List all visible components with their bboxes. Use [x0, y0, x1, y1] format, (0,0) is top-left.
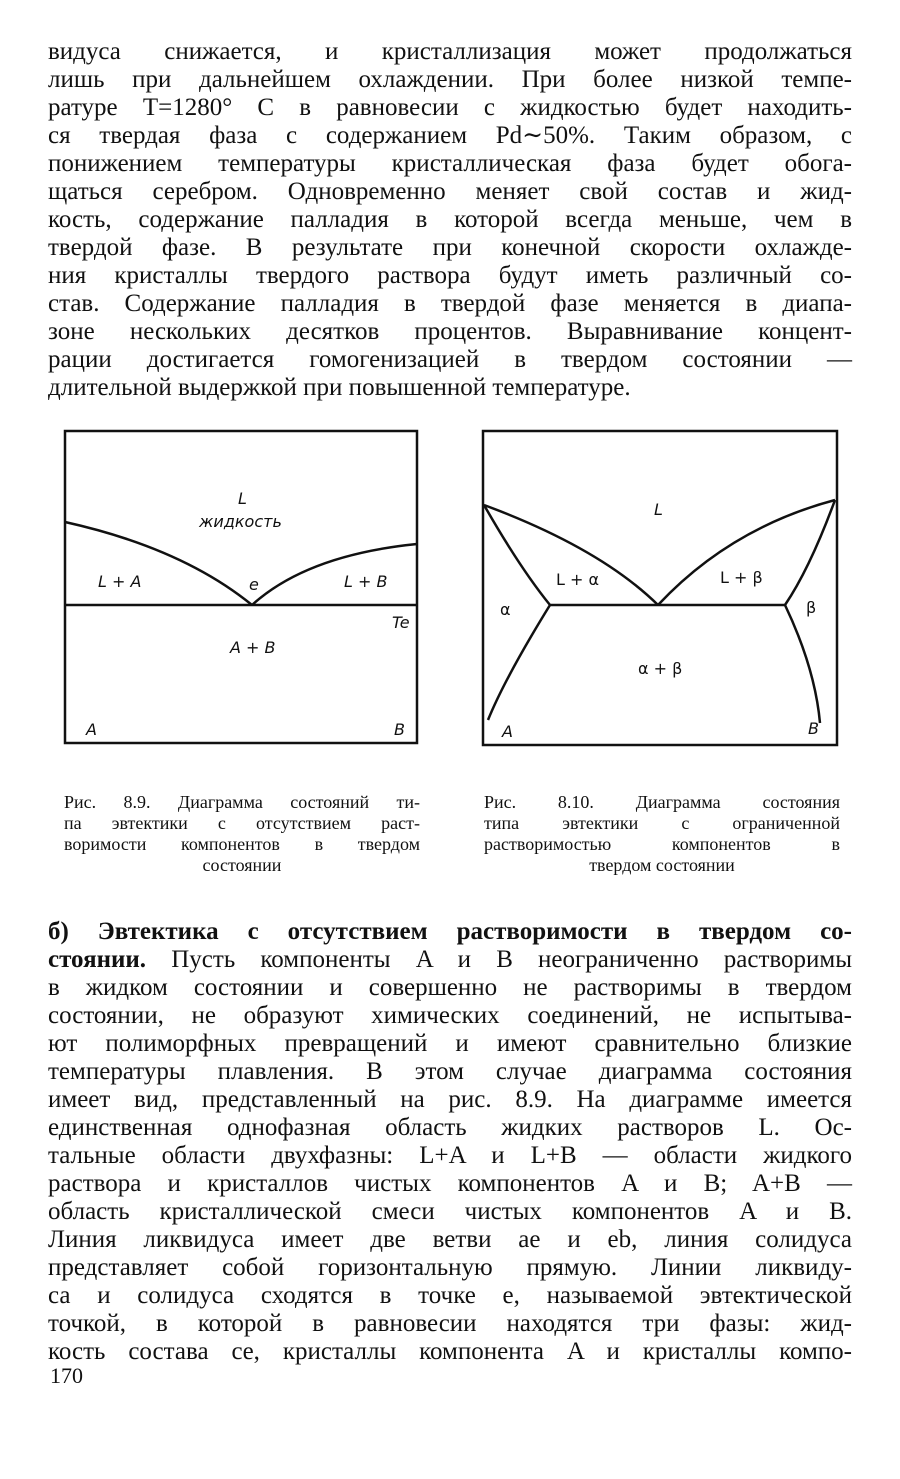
section-heading-line	[48, 918, 852, 946]
label-L: L	[238, 489, 247, 508]
label-A: A	[86, 720, 97, 739]
eutectic-diagram-no-solubility	[62, 428, 422, 748]
text-line: длительной выдержкой при повышенной температуре.	[48, 374, 631, 401]
label-liquid: жидкость	[199, 512, 282, 531]
label-L: L	[654, 500, 663, 519]
liquidus-left	[65, 522, 252, 605]
text-line	[48, 946, 852, 974]
liquidus-left	[484, 505, 658, 605]
text-line: Линия ликвидуса имеет две ветви ae и eb, линия солидуса	[48, 1226, 852, 1253]
label-L-plus-B: L + B	[344, 572, 388, 591]
text-line: ратуре T=1280° C в равновесии с жидкостью будет находить-	[48, 94, 852, 121]
text-line: в жидком состоянии и совершенно не растворимы в твердом	[48, 974, 852, 1001]
solidus-right	[785, 500, 835, 605]
caption-line: воримости компонентов в твердом	[64, 834, 420, 854]
text-line: кость состава ce, кристаллы компонента A и кристаллы компо-	[48, 1338, 852, 1365]
label-L-plus-alpha: L + α	[556, 570, 600, 589]
caption-line: па эвтектики с отсутствием раст-	[64, 813, 420, 833]
caption-line: Рис. 8.9. Диаграмма состояний ти-	[64, 792, 420, 812]
text-line: став. Содержание палладия в твердой фазе меняется в диапа-	[48, 290, 852, 317]
text-line: ют полиморфных превращений и имеют сравнительно близкие	[48, 1030, 852, 1057]
label-beta: β	[806, 598, 817, 617]
top-paragraph	[48, 38, 852, 402]
text-line: ния кристаллы твердого раствора будут иметь различный со-	[48, 262, 852, 289]
solidus-left	[484, 505, 550, 605]
first-line-rest: Пусть компоненты A и B неограниченно растворимы	[146, 946, 852, 973]
text-line: рации достигается гомогенизацией в твердом состоянии —	[48, 346, 852, 373]
label-L-plus-beta: L + β	[720, 568, 763, 587]
liquidus-right	[252, 544, 417, 605]
caption-line: состоянии	[202, 855, 282, 875]
eutectic-diagram-limited-solubility	[480, 428, 840, 748]
solvus-left	[488, 605, 550, 720]
label-A-plus-B: A + B	[230, 638, 276, 657]
page-number: 170	[50, 1363, 83, 1388]
label-B: B	[808, 719, 819, 738]
caption-line: типа эвтектики с ограниченной	[484, 813, 840, 833]
text-line: состоянии, не образуют химических соединений, не испытыва-	[48, 1002, 852, 1029]
text-line: ся твердая фаза с содержанием Pd∼50%. Таким образом, с	[48, 122, 852, 149]
text-line: кость, содержание палладия в которой всегда меньше, чем в	[48, 206, 852, 233]
text-line: лишь при дальнейшем охлаждении. При более низкой темпе-	[48, 66, 852, 93]
text-line: представляет собой горизонтальную прямую. Линии ликвиду-	[48, 1254, 852, 1281]
text-line: зоне нескольких десятков процентов. Выравнивание концент-	[48, 318, 852, 345]
solvus-right	[785, 605, 820, 723]
caption-line: Рис. 8.10. Диаграмма состояния	[484, 792, 840, 812]
figure-8-10	[480, 428, 840, 748]
text-line: раствора и кристаллов чистых компонентов A и B; A+B —	[48, 1170, 852, 1197]
text-line: область кристаллической смеси чистых компонентов A и B.	[48, 1198, 852, 1225]
label-e: e	[249, 575, 259, 594]
text-line: имеет вид, представленный на рис. 8.9. На диаграмме имеется	[48, 1086, 852, 1113]
caption-line: растворимостью компонентов в	[484, 834, 840, 854]
text-line: тальные области двухфазны: L+A и L+B — области жидкого	[48, 1142, 852, 1169]
text-line: твердой фазе. В результате при конечной скорости охлажде-	[48, 234, 852, 261]
section-paragraph	[48, 918, 852, 1366]
caption-8-10	[484, 792, 840, 876]
text-line: точкой, в которой в равновесии находятся три фазы: жид-	[48, 1310, 852, 1337]
label-A: A	[502, 722, 513, 741]
text-line: температуры плавления. В этом случае диаграмма состояния	[48, 1058, 852, 1085]
label-alpha: α	[500, 600, 511, 619]
label-B: B	[394, 720, 405, 739]
text-line: понижением температуры кристаллическая фаза будет обога-	[48, 150, 852, 177]
text-line: щаться серебром. Одновременно меняет свой состав и жид-	[48, 178, 852, 205]
text-line: единственная однофазная область жидких растворов L. Ос-	[48, 1114, 852, 1141]
label-alpha-plus-beta: α + β	[638, 659, 683, 678]
section-heading-cont: стоянии.	[48, 946, 147, 973]
label-L-plus-A: L + A	[98, 572, 142, 591]
text-line: са и солидуса сходятся в точке e, называемой эвтектической	[48, 1282, 852, 1309]
text-line: видуса снижается, и кристаллизация может продолжаться	[48, 38, 852, 65]
section-heading: б) Эвтектика с отсутствием растворимости в твердом со-	[48, 918, 852, 945]
label-Te: Te	[392, 613, 410, 632]
liquidus-right	[658, 500, 835, 605]
caption-line: твердом состоянии	[589, 855, 735, 875]
caption-8-9	[64, 792, 420, 876]
figure-8-9	[62, 428, 422, 748]
